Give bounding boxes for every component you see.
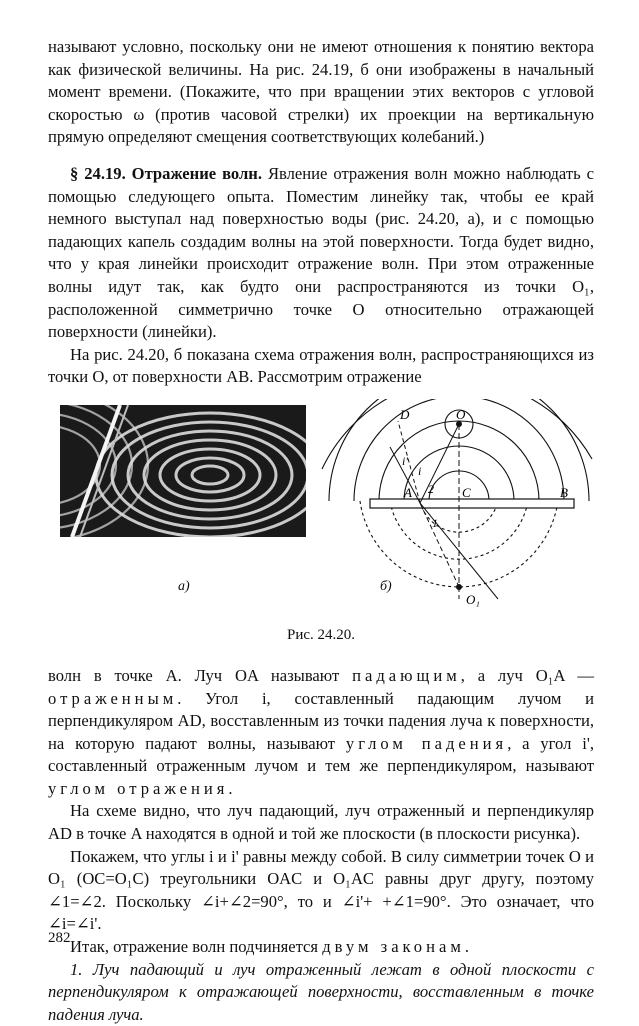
p3-term-angle-reflection: углом отражения: [48, 778, 229, 798]
p6-text-a: Итак, отражение волн подчиняется: [70, 937, 323, 957]
intro-paragraph: называют условно, поскольку они не имеют отношения к понятию вектора как физической величины. На рис. 24.19, б они изображены в начальный момент времени. (Покажите, что при вращении этих векторов с угловой скоростью ω (против часовой стрелки) их проекции на вертикальную прямую определяют смещения соответствующих колебаний.): [48, 37, 594, 147]
p3-text-e: .: [228, 778, 233, 798]
section-title: § 24.19. Отражение волн.: [70, 163, 263, 183]
point-O1: O₁: [466, 591, 480, 607]
figure-caption: Рис. 24.20.: [286, 626, 356, 643]
page-content: [48, 36, 594, 1026]
point-B: B: [560, 484, 568, 500]
p3-text-b: , а луч O₁A —: [460, 665, 594, 685]
p3-text-d: , а угол i', составленный отраженным лучом и тем же перпендикуляром, называют: [48, 733, 594, 776]
point-C: C: [462, 484, 471, 500]
point-D: D: [400, 406, 410, 422]
figure-24-20: [48, 399, 594, 651]
section-paragraph: [48, 163, 594, 344]
p3-text-a: волн в точке A. Луч OA называют: [48, 665, 353, 685]
p6-term-two-laws: двум законам: [322, 937, 465, 957]
p6-text-b: .: [464, 937, 469, 957]
point-A: A: [404, 484, 412, 500]
wave-reflection-photo: [60, 405, 306, 537]
section-text: Явление отражения волн можно наблюдать с помощью следующего опыта. Поместим линейку так, чтобы ее край немного выступал над поверхностью воды (рис. 24.20, а), и с помощью падающих капель создадим волны на этой поверхности. Тогда будет видно, что у края линейки происходит отражение волн. При этом отраженные волны идут так, как будто они распространяются из точки O₁, расположенной симметрично точке O относительно отражающей поверхности (линейки).: [48, 163, 594, 342]
p3-term-reflected: отраженным: [48, 688, 178, 708]
body-paragraph-5: Покажем, что углы i и i' равны между собой. В силу симметрии точек O и O₁ (OC=O₁C) треугольники OAC и O₁AC равны друг другу, поэтому ∠1=∠2. Поскольку ∠i+∠2=90°, то и ∠i'+ +∠1=90°. Это означает, что ∠i=∠i'.: [48, 846, 594, 934]
p3-term-incident: падающим: [352, 665, 461, 685]
p3-text-c: . Угол i, составленный падающим лучом и перпендикуляром AD, восставленным из точки падения луча к поверхности, на которую падают волны, называют: [48, 688, 594, 753]
angle-2: 2: [428, 481, 434, 496]
page-number: 282: [48, 930, 71, 946]
angle-i-prime: i': [402, 453, 408, 468]
body-paragraph-3: [48, 665, 594, 801]
body-paragraph-4: На схеме видно, что луч падающий, луч отраженный и перпендикуляр AD в точке A находятся в одной и той же плоскости (в плоскости рисунка).: [48, 801, 594, 844]
body-paragraph-6: [48, 936, 594, 959]
angle-i: i: [418, 463, 422, 478]
p3-term-angle-incidence: углом падения: [345, 733, 508, 753]
law-1: 1. Луч падающий и луч отраженный лежат в одной плоскости с перпендикуляром к отражающей поверхности, восставленным в точке падения луча.: [48, 959, 594, 1024]
point-O: O: [456, 406, 466, 422]
section-paragraph-2: На рис. 24.20, б показана схема отражения волн, распространяющихся из точки O, от поверхности AB. Рассмотрим отражение: [48, 344, 594, 387]
figure-label-b: б): [380, 578, 392, 594]
reflection-scheme-diagram: [320, 399, 594, 621]
figure-label-a: а): [178, 578, 190, 594]
angle-1: 1: [432, 515, 438, 530]
